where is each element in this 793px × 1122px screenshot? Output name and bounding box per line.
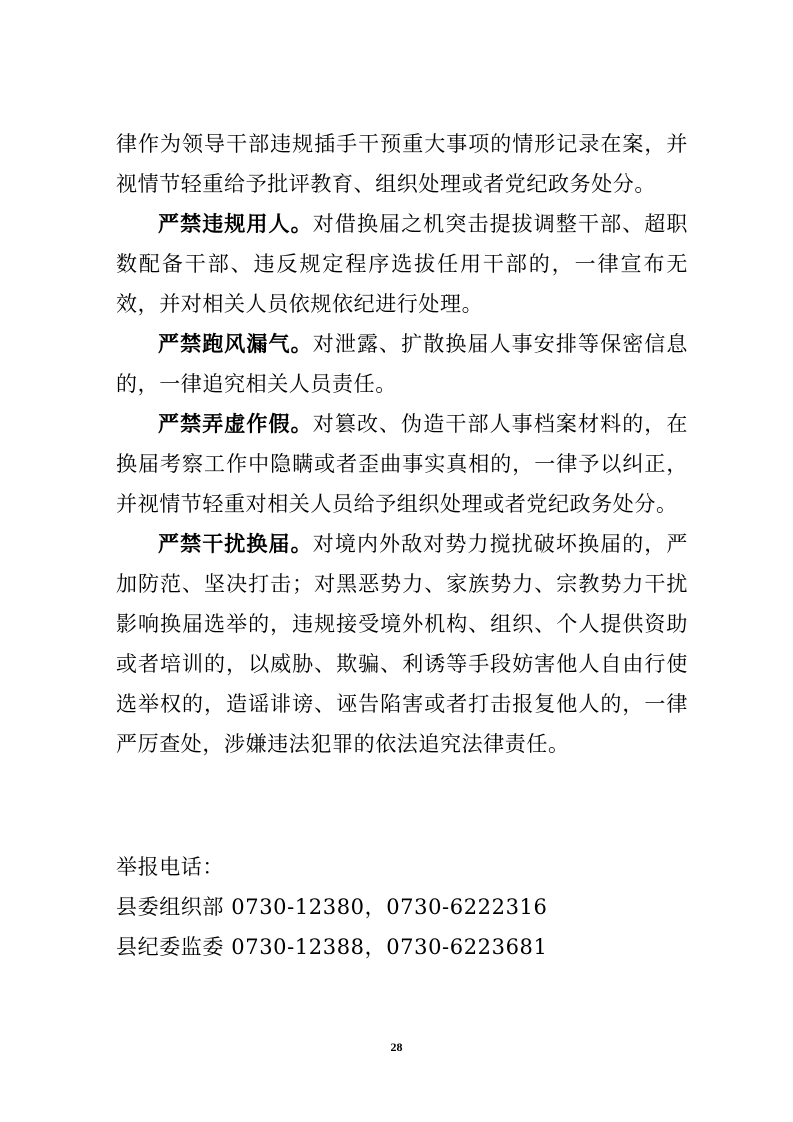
- paragraph-text: 对借换届之机突击提拔调整干部、超职数配备干部、违反规定程序选拔任用干部的，一律宣布无效，并对相关人员依规依纪进行处理。: [116, 212, 688, 316]
- paragraph-lead: 严禁跑风漏气。: [158, 332, 313, 356]
- paragraph-lead: 严禁违规用人。: [158, 212, 313, 236]
- paragraph-information-leak: [116, 324, 688, 404]
- paragraph-text: 对泄露、扩散换届人事安排等保密信息的，一律追究相关人员责任。: [116, 332, 688, 396]
- paragraph-text: 对境内外敌对势力搅扰破坏换届的，严加防范、坚决打击；对黑恶势力、家族势力、宗教势力干扰影响换届选举的，违规接受境外机构、组织、个人提供资助或者培训的，以威胁、欺骗、利诱等手段妨害他人自由行使选举权的，造谣诽谤、诬告陷害或者打击报复他人的，一律严厉查处，涉嫌违法犯罪的依法追究法律责任。: [116, 532, 688, 756]
- paragraph-text: 对篡改、伪造干部人事档案材料的，在换届考察工作中隐瞒或者歪曲事实真相的，一律予以纠正，并视情节轻重对相关人员给予组织处理或者党纪政务处分。: [116, 412, 688, 516]
- paragraph-violation-appointment: [116, 204, 688, 324]
- paragraph-lead: 严禁干扰换届。: [158, 532, 313, 556]
- hotline-heading: 举报电话：: [116, 855, 224, 879]
- body-text: [116, 124, 688, 764]
- paragraph-interference: [116, 524, 688, 764]
- hotline-organization-dept: 县委组织部 0730-12380，0730-6222316: [116, 895, 548, 919]
- page-number: 28: [390, 1040, 403, 1054]
- report-hotlines: [116, 847, 676, 967]
- hotline-discipline-commission: 县纪委监委 0730-12388，0730-6223681: [116, 935, 548, 959]
- paragraph-continuation: [116, 124, 688, 204]
- paragraph-lead: 严禁弄虚作假。: [158, 412, 313, 436]
- paragraph-falsification: [116, 404, 688, 524]
- paragraph-text: 律作为领导干部违规插手干预重大事项的情形记录在案，并视情节轻重给予批评教育、组织处理或者党纪政务处分。: [116, 132, 688, 196]
